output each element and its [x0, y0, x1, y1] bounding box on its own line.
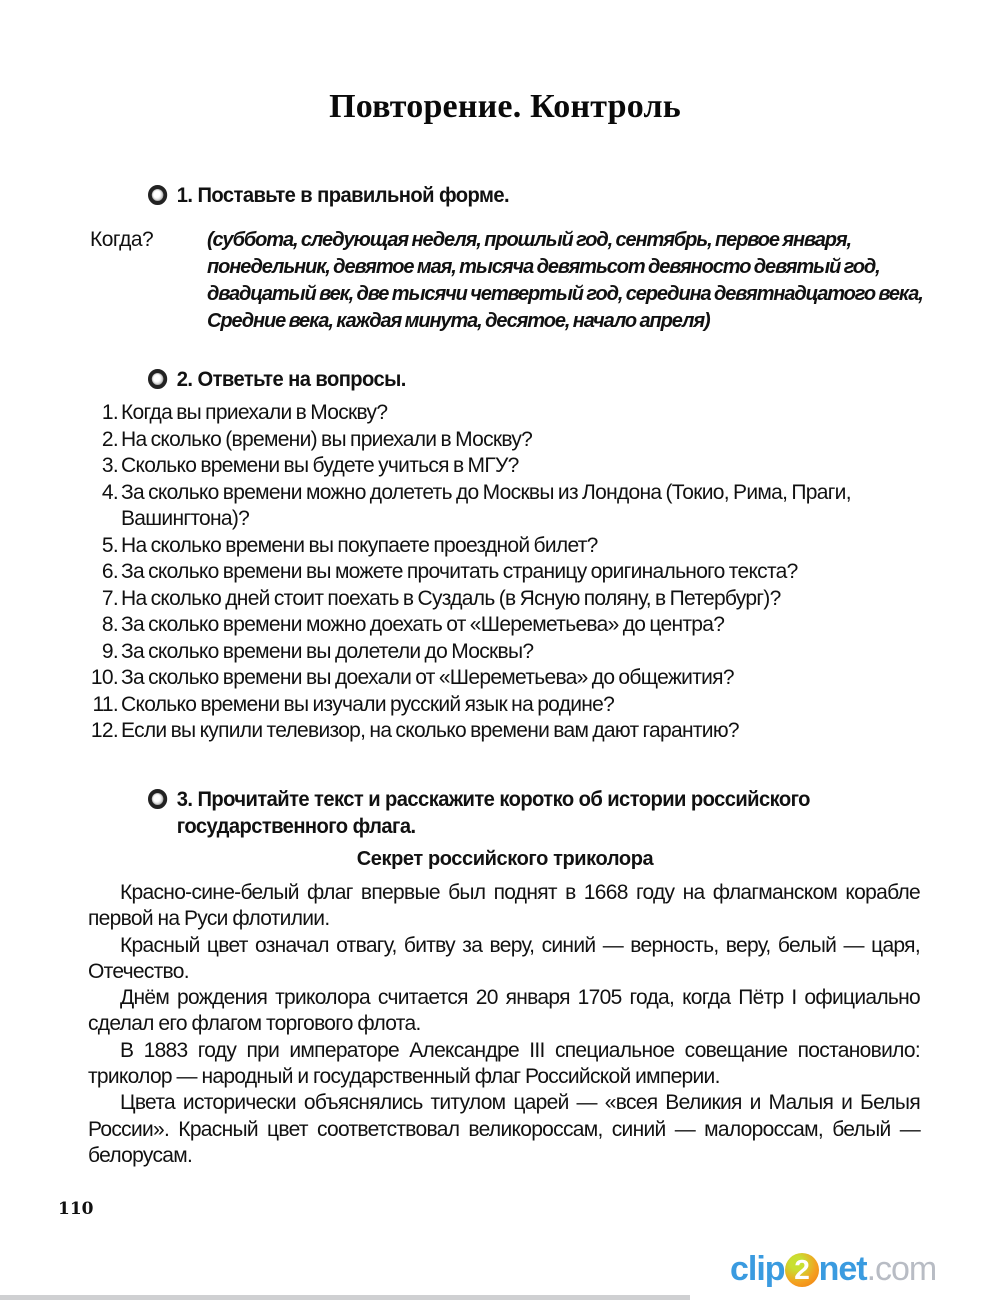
- item-text: На сколько времени вы покупаете проездной билет?: [121, 533, 598, 557]
- circle-bullet-icon: [148, 789, 167, 809]
- item-text: За сколько времени вы можете прочитать страницу оригинального текста?: [121, 560, 798, 583]
- paragraph: Цвета исторически объяснялись титулом царей — «всея Великия и Малыя и Белыя России». Красный цвет соответствовал великороссам, синий — малороссам, белый — белорусам.: [88, 1091, 920, 1167]
- task-3-heading-continuation: государственного флага.: [176, 815, 416, 838]
- task-3-number: 3.: [176, 788, 193, 811]
- item-text: За сколько времени можно доехать от «Шереметьева» до центра?: [121, 613, 725, 636]
- reading-title: Секрет российского триколора: [356, 848, 654, 870]
- task-3-heading-text: Прочитайте текст и расскажите коротко об истории российского: [197, 788, 810, 811]
- task-2-heading-text: Ответьте на вопросы.: [197, 368, 406, 391]
- list-item: [90, 586, 940, 613]
- item-number: 10.: [90, 666, 118, 689]
- list-item: [90, 612, 940, 639]
- page-number: 110: [58, 1199, 94, 1219]
- circle-bullet-icon: [148, 369, 167, 389]
- question-list: [90, 400, 940, 745]
- list-item: [90, 453, 940, 480]
- watermark-digit-badge: 2: [785, 1253, 819, 1287]
- item-number: 2.: [101, 427, 118, 451]
- paragraph: В 1883 году при императоре Александре III специальное совещание постановило: триколор — народный и государственный флаг Российской империи.: [88, 1038, 920, 1089]
- list-item: [90, 692, 940, 719]
- task-1-heading: [148, 182, 509, 209]
- item-text: За сколько времени вы долетели до Москвы?: [121, 639, 534, 663]
- watermark-suffix: net: [818, 1250, 867, 1288]
- clip2net-watermark-logo: [730, 1250, 936, 1289]
- item-text: За сколько времени можно долететь до Москвы из Лондона (Токио, Рима, Праги, Вашингтона)?: [121, 480, 851, 530]
- task-2-heading: [148, 366, 406, 393]
- item-number: 5.: [101, 533, 118, 557]
- item-text: За сколько времени вы доехали от «Шереметьева» до общежития?: [121, 666, 734, 689]
- paragraph: Красно-сине-белый флаг впервые был поднят в 1668 году на флагманском корабле первой на Руси флотилии.: [88, 881, 920, 931]
- item-number: 9.: [101, 639, 118, 663]
- item-number: 1.: [101, 401, 118, 424]
- item-text: Сколько времени вы будете учиться в МГУ?: [121, 454, 519, 477]
- reading-text: [88, 880, 920, 1169]
- item-text: На сколько дней стоит поехать в Суздаль (в Ясную поляну, в Петербург)?: [121, 586, 781, 610]
- word-options: (суббота, следующая неделя, прошлый год, сентябрь, первое января, понедельник, девятое мая, тысяча девятьсот девяносто девятый год, двадцатый век, две тысячи четвертый год, середина девятнадцатого века, Средние века, каждая минута, десятое, начало апреля): [207, 229, 923, 332]
- task-3-heading: [148, 786, 810, 840]
- item-number: 12.: [90, 719, 118, 742]
- item-number: 3.: [101, 454, 118, 477]
- task-1-number: 1.: [176, 184, 193, 207]
- list-item: [90, 533, 940, 560]
- question-label: Когда?: [90, 228, 154, 251]
- list-item: [90, 400, 940, 427]
- list-item: [90, 718, 940, 745]
- item-number: 7.: [101, 586, 118, 610]
- item-text: На сколько (времени) вы приехали в Москву?: [121, 427, 533, 451]
- list-item: [90, 480, 940, 533]
- paragraph: Красный цвет означал отвагу, битву за веру, синий — верность, веру, белый — царя, Отечество.: [88, 933, 920, 983]
- list-item: [90, 427, 940, 454]
- list-item: [90, 665, 940, 692]
- page-title: Повторение. Контроль: [329, 88, 681, 125]
- item-number: 6.: [101, 560, 118, 583]
- item-number: 11.: [92, 692, 118, 716]
- watermark-tld: .com: [866, 1250, 937, 1288]
- list-item: [90, 559, 940, 586]
- paragraph: Днём рождения триколора считается 20 января 1705 года, когда Пётр I официально сделал его флагом торгового флота.: [88, 986, 920, 1036]
- list-item: [90, 639, 940, 666]
- item-text: Если вы купили телевизор, на сколько времени вам дают гарантию?: [121, 719, 739, 742]
- task-2-number: 2.: [176, 368, 193, 391]
- watermark-prefix: clip: [730, 1250, 785, 1288]
- circle-bullet-icon: [148, 185, 167, 205]
- item-number: 4.: [101, 480, 118, 504]
- item-text: Сколько времени вы изучали русский язык на родине?: [121, 692, 615, 716]
- bottom-scroll-bar: [0, 1295, 690, 1300]
- item-text: Когда вы приехали в Москву?: [121, 401, 388, 424]
- task-1-heading-text: Поставьте в правильной форме.: [197, 184, 509, 207]
- item-number: 8.: [101, 613, 118, 636]
